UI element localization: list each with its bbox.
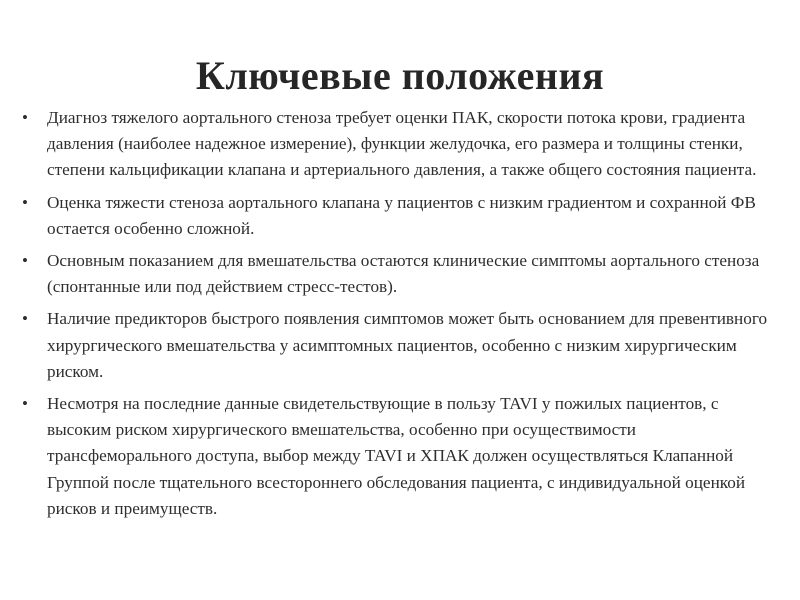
- bullet-icon: •: [22, 394, 28, 414]
- bullet-text: Основным показанием для вмешательства остаются клинические симптомы аортального стеноза (спонтанные или под действием стресс-тестов).: [47, 251, 760, 297]
- bullet-icon: •: [22, 309, 28, 329]
- bullet-icon: •: [22, 251, 28, 271]
- bullet-text: Наличие предикторов быстрого появления симптомов может быть основанием для превентивного хирургического вмешательства у асимптомных пациентов, особенно с низким хирургическим риском.: [47, 309, 768, 381]
- slide-title: Ключевые положения: [195, 53, 605, 98]
- bullet-text: Несмотря на последние данные свидетельствующие в пользу TAVI у пожилых пациентов, с высоким риском хирургического вмешательства, особенно при осуществимости трансфеморального доступа, выбор между TAVI и ХПАК должен осуществляться Клапанной Группой после тщательного всестороннего обследования пациента, с индивидуальной оценкой рисков и преимуществ.: [47, 394, 746, 518]
- bullet-item-4: [22, 306, 782, 385]
- bullet-list: [22, 105, 782, 528]
- bullet-text: Оценка тяжести стеноза аортального клапана у пациентов с низким градиентом и сохранной ФВ остается особенно сложной.: [47, 192, 756, 238]
- bullet-item-1: [22, 105, 782, 184]
- bullet-text: Диагноз тяжелого аортального стеноза требует оценки ПАК, скорости потока крови, градиента давления (наиболее надежное измерение), функции желудочка, его размера и толщины стенки, степени кальцификации клапана и артериального давления, а также общего состояния пациента.: [47, 108, 757, 180]
- bullet-icon: •: [22, 108, 28, 127]
- bullet-item-5: [22, 391, 782, 522]
- bullet-item-3: [22, 248, 782, 300]
- bullet-item-2: [22, 190, 782, 242]
- bullet-icon: •: [22, 192, 28, 212]
